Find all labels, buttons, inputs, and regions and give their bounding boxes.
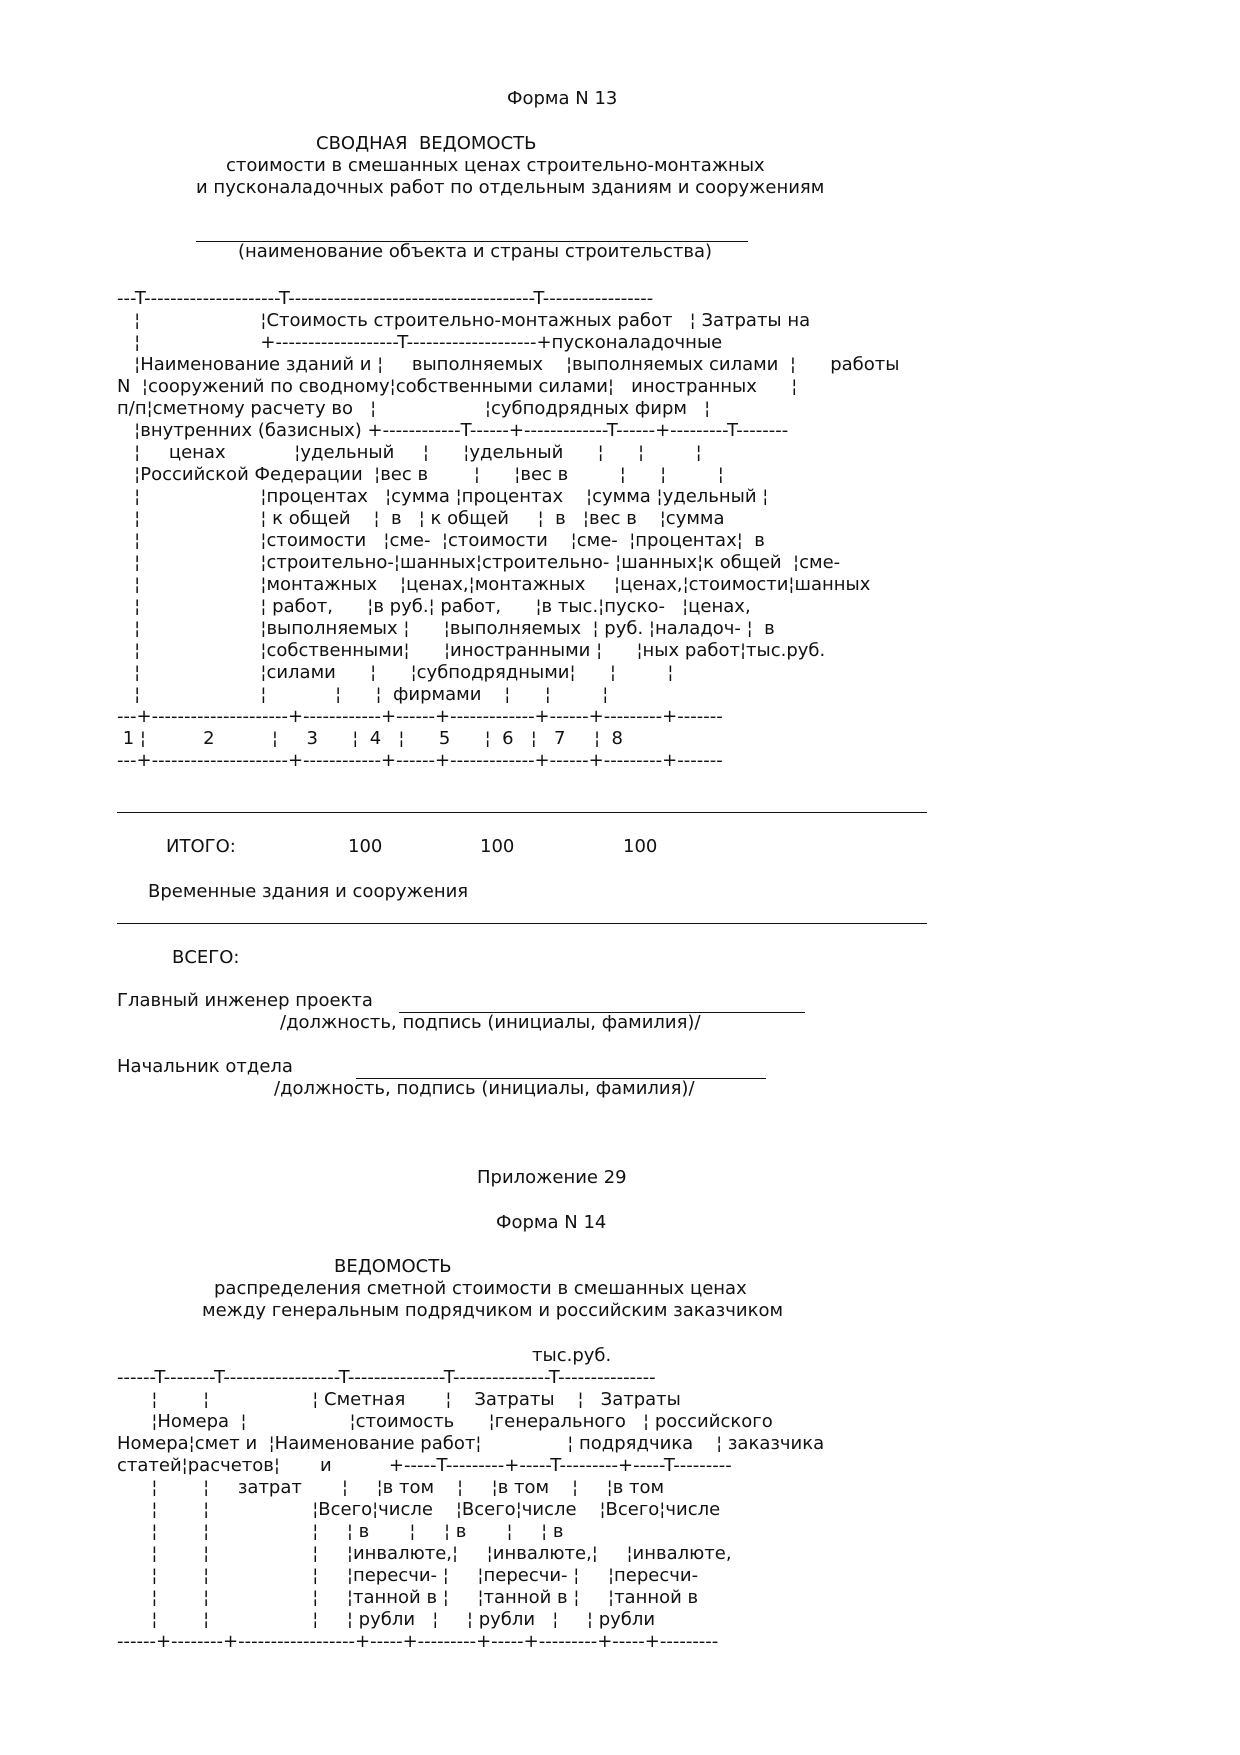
form14-subtitle-line-1: распределения сметной стоимости в смешанных ценах bbox=[214, 1278, 747, 1299]
form13-table-line: ¦ ¦стоимости ¦сме- ¦стоимости ¦сме- ¦процентах¦ в bbox=[117, 530, 765, 551]
form13-table-line: ¦ ¦ работ, ¦в руб.¦ работ, ¦в тыс.¦пуско- ¦ценах, bbox=[117, 596, 751, 617]
table-bottom-rule bbox=[117, 812, 927, 813]
form13-table-line: ¦ +-------------------T--------------------+пусконаладочные bbox=[117, 332, 723, 353]
form14-table-line: ¦ ¦ ¦ Сметная ¦ Затраты ¦ Затраты bbox=[117, 1389, 681, 1410]
chief-engineer-label: Главный инженер проекта bbox=[117, 990, 373, 1011]
form14-table-line: ¦ ¦ затрат ¦ ¦в том ¦ ¦в том ¦ ¦в том bbox=[117, 1477, 665, 1498]
form13-title: СВОДНАЯ ВЕДОМОСТЬ bbox=[316, 133, 537, 154]
form13-table-line: ¦ ¦процентах ¦сумма ¦процентах ¦сумма ¦удельный ¦ bbox=[117, 486, 769, 507]
form13-table-line: ¦ ¦монтажных ¦ценах,¦монтажных ¦ценах,¦стоимости¦шанных bbox=[117, 574, 871, 595]
form13-table-line: ¦Российской Федерации ¦вес в ¦ ¦вес в ¦ ¦ ¦ bbox=[117, 464, 724, 485]
form13-table-line: ¦ ¦собственными¦ ¦иностранными ¦ ¦ных работ¦тыс.руб. bbox=[117, 640, 826, 661]
form13-table-line: ¦Наименование зданий и ¦ выполняемых ¦выполняемых силами ¦ работы bbox=[117, 354, 900, 375]
form13-table-line: ---T---------------------T--------------------------------------T----------------- bbox=[117, 288, 654, 309]
form14-table-line: статей¦расчетов¦ и +-----T---------+-----T---------+-----T--------- bbox=[117, 1455, 732, 1476]
appendix-label: Приложение 29 bbox=[477, 1167, 627, 1188]
form13-table-line: ---+---------------------+------------+------+-------------+------+---------+------- bbox=[117, 750, 723, 771]
form13-table-line: ¦ ¦Стоимость строительно-монтажных работ ¦ Затраты на bbox=[117, 310, 811, 331]
form14-table-line: Номера¦смет и ¦Наименование работ¦ ¦ подрядчика ¦ заказчика bbox=[117, 1433, 825, 1454]
form13-table-line: ¦ ¦строительно-¦шанных¦строительно- ¦шанных¦к общей ¦сме- bbox=[117, 552, 841, 573]
form14-table-line: ¦ ¦ ¦Всего¦числе ¦Всего¦числе ¦Всего¦числе bbox=[117, 1499, 721, 1520]
form13-subtitle-line-2: и пусконаладочных работ по отдельным зданиям и сооружениям bbox=[196, 177, 825, 198]
form14-number: Форма N 14 bbox=[496, 1212, 607, 1233]
form14-table-line: ------+--------+------------------+-----+---------+-----+---------+-----+--------- bbox=[117, 1631, 719, 1652]
form14-table-line: ------T--------T------------------T---------------T---------------T--------------- bbox=[117, 1367, 656, 1388]
form14-subtitle-line-2: между генеральным подрядчиком и российским заказчиком bbox=[202, 1300, 784, 1321]
total-value-2: 100 bbox=[480, 836, 515, 857]
units-label: тыс.руб. bbox=[532, 1345, 612, 1366]
form13-table-line: ---+---------------------+------------+------+-------------+------+---------+------- bbox=[117, 706, 723, 727]
form13-table-line: ¦внутренних (базисных) +------------T------+-------------T------+---------T-------- bbox=[117, 420, 789, 441]
form13-table-line: ¦ ¦силами ¦ ¦субподрядными¦ ¦ ¦ bbox=[117, 662, 674, 683]
dept-head-label: Начальник отдела bbox=[117, 1056, 293, 1077]
form13-table-line: N ¦сооружений по сводному¦собственными силами¦ иностранных ¦ bbox=[117, 376, 798, 397]
form14-table bbox=[117, 1367, 917, 1653]
form13-subtitle-line-1: стоимости в смешанных ценах строительно-монтажных bbox=[226, 155, 765, 176]
form14-table-line: ¦ ¦ ¦ ¦танной в ¦ ¦танной в ¦ ¦танной в bbox=[117, 1587, 699, 1608]
total-value-3: 100 bbox=[623, 836, 658, 857]
form14-table-line: ¦ ¦ ¦ ¦пересчи- ¦ ¦пересчи- ¦ ¦пересчи- bbox=[117, 1565, 699, 1586]
form14-table-line: ¦ ¦ ¦ ¦инвалюте,¦ ¦инвалюте,¦ ¦инвалюте, bbox=[117, 1543, 732, 1564]
form13-table-line: ¦ ¦выполняемых ¦ ¦выполняемых ¦ руб. ¦наладоч- ¦ в bbox=[117, 618, 775, 639]
form13-table-line: ¦ ¦ ¦ ¦ фирмами ¦ ¦ ¦ bbox=[117, 684, 609, 705]
form14-table-line: ¦ ¦ ¦ ¦ рубли ¦ ¦ рубли ¦ ¦ рубли bbox=[117, 1609, 656, 1630]
form13-table-line: ¦ ценах ¦удельный ¦ ¦удельный ¦ ¦ ¦ bbox=[117, 442, 702, 463]
form14-table-line: ¦Номера ¦ ¦стоимость ¦генерального ¦ российского bbox=[117, 1411, 773, 1432]
total-label: ИТОГО: bbox=[166, 836, 236, 857]
form13-table-line: п/п¦сметному расчету во ¦ ¦субподрядных фирм ¦ bbox=[117, 398, 711, 419]
form14-title: ВЕДОМОСТЬ bbox=[334, 1256, 452, 1277]
grand-total-label: ВСЕГО: bbox=[172, 947, 240, 968]
chief-engineer-signature-caption: /должность, подпись (инициалы, фамилия)/ bbox=[280, 1012, 701, 1033]
form14-table-line: ¦ ¦ ¦ ¦ в ¦ ¦ в ¦ ¦ в bbox=[117, 1521, 564, 1542]
form13-table-line: ¦ ¦ к общей ¦ в ¦ к общей ¦ в ¦вес в ¦сумма bbox=[117, 508, 725, 529]
temp-buildings-label: Временные здания и сооружения bbox=[148, 881, 469, 902]
dept-head-signature-caption: /должность, подпись (инициалы, фамилия)/ bbox=[274, 1078, 695, 1099]
temp-buildings-rule bbox=[117, 923, 927, 924]
form13-table bbox=[117, 288, 937, 772]
form13-number: Форма N 13 bbox=[507, 88, 618, 109]
form13-table-line: 1 ¦ 2 ¦ 3 ¦ 4 ¦ 5 ¦ 6 ¦ 7 ¦ 8 bbox=[117, 728, 623, 749]
total-value-1: 100 bbox=[348, 836, 383, 857]
object-name-caption: (наименование объекта и страны строительства) bbox=[238, 241, 713, 262]
